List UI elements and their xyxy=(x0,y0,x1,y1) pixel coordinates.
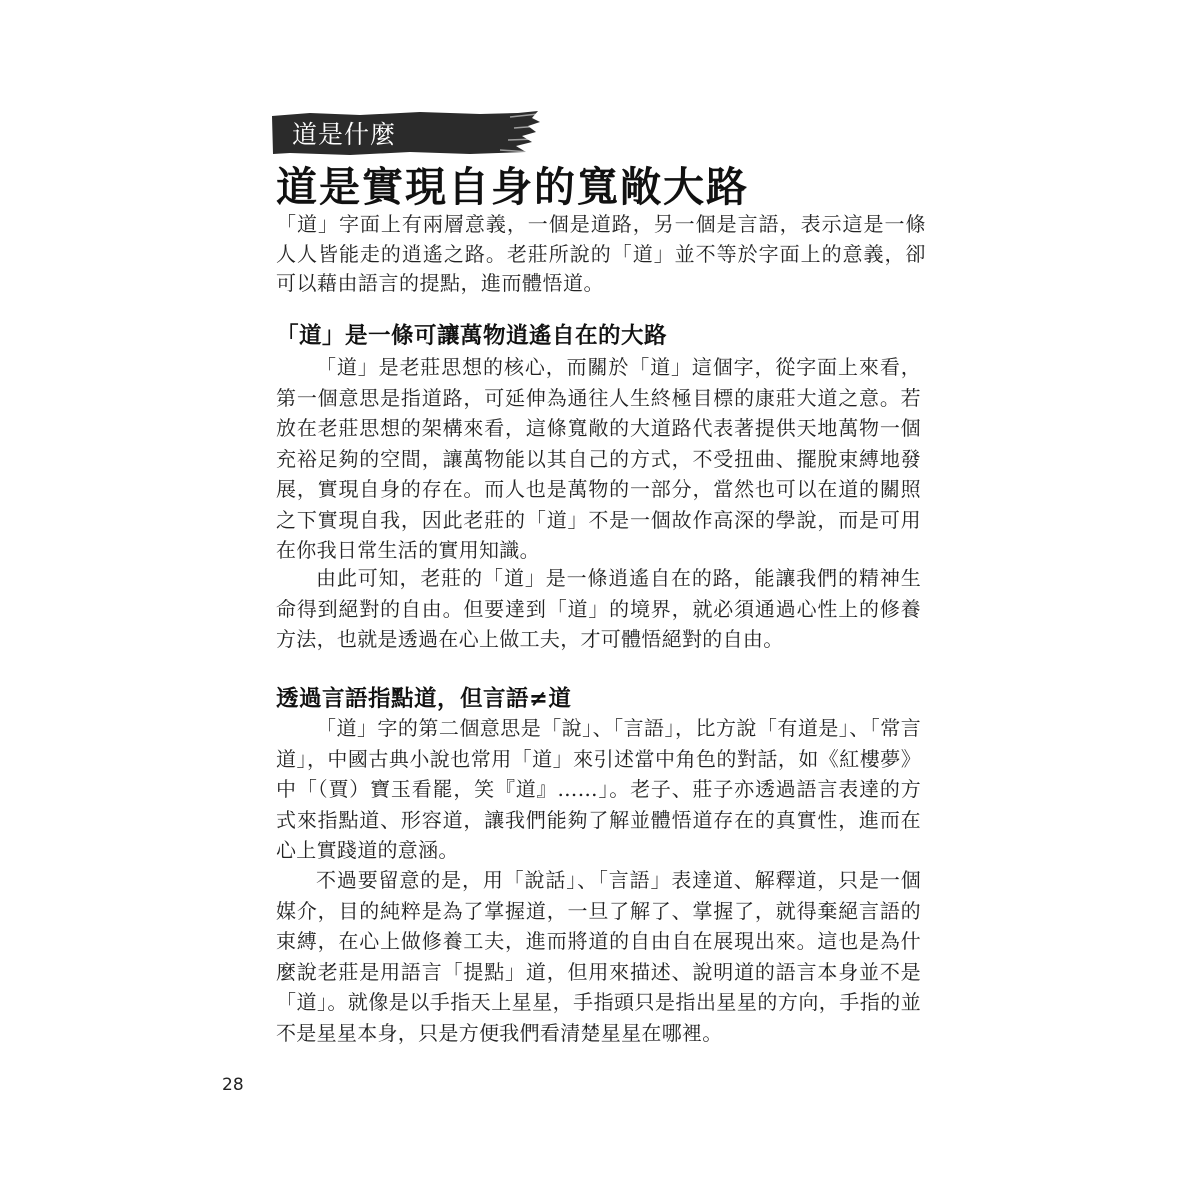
intro-paragraph: 「道」字面上有兩層意義，一個是道路，另一個是言語，表示這是一條人人皆能走的逍遙之路。老莊所說的「道」並不等於字面上的意義，卻可以藉由語言的提點，進而體悟道。 xyxy=(276,212,926,295)
section-1-paragraph-1: 「道」是老莊思想的核心，而關於「道」這個字，從字面上來看，第一個意思是指道路，可延伸為通往人生終極目標的康莊大道之意。若放在老莊思想的架構來看，這條寬敞的大道路代表著提供天地萬物一個充裕足夠的空間，讓萬物能以其自己的方式，不受扭曲、擺脫束縛地發展，實現自身的存在。而人也是萬物的一部分，當然也可以在道的關照之下實現自我，因此老莊的「道」不是一個故作高深的學說，而是可用在你我日常生活的實用知識。 xyxy=(276,355,921,562)
section-2-paragraph-2: 不過要留意的是，用「說話」、「言語」表達道、解釋道，只是一個媒介，目的純粹是為了掌握道，一旦了解了、掌握了，就得棄絕言語的束縛，在心上做修養工夫，進而將道的自由自在展現出來。這也是為什麼說老莊是用語言「提點」道，但用來描述、說明道的語言本身並不是「道」。就像是以手指天上星星，手指頭只是指出星星的方向，手指的並不是星星本身，只是方便我們看清楚星星在哪裡。 xyxy=(276,868,921,1045)
section-heading-1: 「道」是一條可讓萬物逍遙自在的大路 xyxy=(276,323,668,349)
page-number: 28 xyxy=(222,1075,244,1095)
page-title: 道是實現自身的寬敞大路 xyxy=(276,163,749,211)
section-banner xyxy=(270,108,542,158)
section-1-paragraph-2: 由此可知，老莊的「道」是一條逍遙自在的路，能讓我們的精神生命得到絕對的自由。但要達到「道」的境界，就必須通過心性上的修養方法，也就是透過在心上做工夫，才可體悟絕對的自由。 xyxy=(276,566,921,651)
section-heading-2: 透過言語指點道，但言語≠道 xyxy=(276,686,572,712)
banner-label: 道是什麼 xyxy=(292,120,397,149)
section-2-paragraph-1: 「道」字的第二個意思是「說」、「言語」，比方說「有道是」、「常言道」，中國古典小說也常用「道」來引述當中角色的對話，如《紅樓夢》中「（賈）寶玉看罷，笑『道』……」。老子、莊子亦透過語言表達的方式來指點道、形容道，讓我們能夠了解並體悟道存在的真實性，進而在心上實踐道的意涵。 xyxy=(276,716,921,862)
